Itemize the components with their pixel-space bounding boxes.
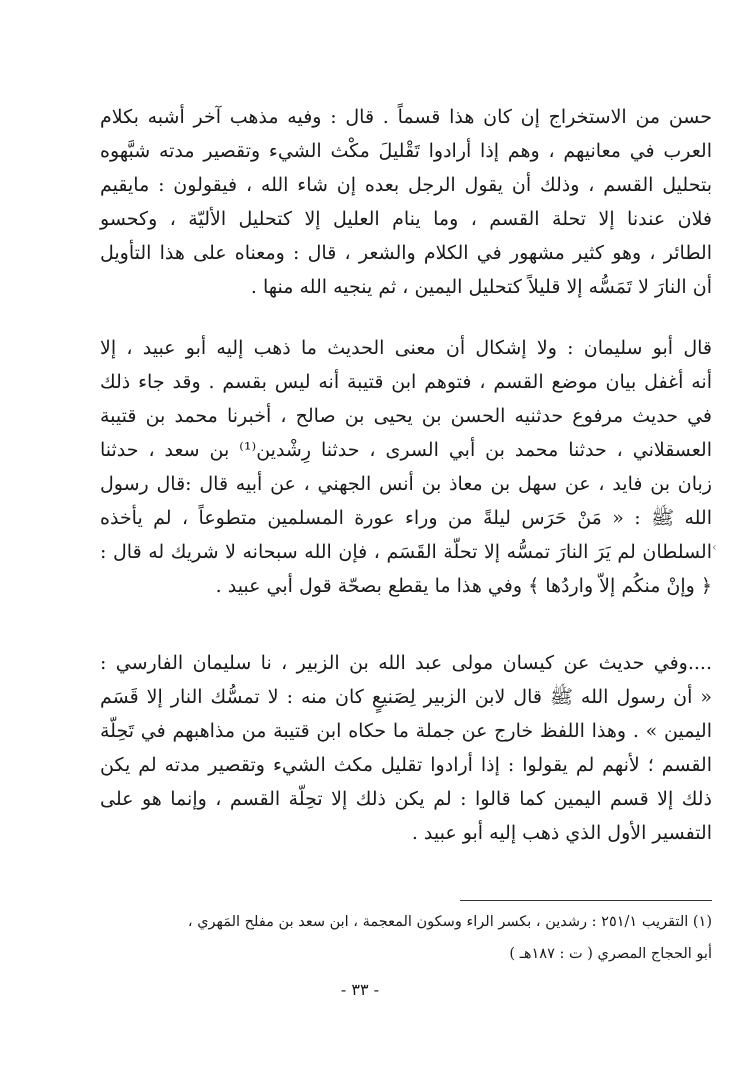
margin-mark: ‹ [712,540,717,554]
text-line: اليمين » . وهذا اللفظ خارج عن جملة ما حكاه ابن قتيبة من مذاهبهم في تَحِلّة [100,720,712,742]
text-line: في حديث مرفوع حدثنيه الحسن بن يحيى بن صالح ، أخبرنا محمد بن قتيبة [100,405,712,427]
footnote-line: (١) التقريب ٢٥١/١ : رشدين ، بكسر الراء وسكون المعجمة ، ابن سعد بن مفلح المَهري ، [187,914,712,930]
text-line: العسقلاني ، حدثنا محمد بن أبي السرى ، حدثنا رِشْدين⁽¹⁾ بن سعد ، حدثنا [100,439,712,461]
paragraph-3 [100,646,712,850]
text-line: حسن من الاستخراج إن كان هذا قسماً . قال : وفيه مذهب آخر أشبه بكلام [100,106,712,128]
text-line: فلان عندنا إلا تحلة القسم ، وما ينام العليل إلا كتحليل الأليّة ، وكحسو [100,208,712,230]
page-number: - ٣٣ - [340,980,380,999]
text-line: ذلك إلا قسم اليمين كما قالوا : لم يكن ذلك إلا تحِلّة القسم ، وإنما هو على [100,788,712,810]
text-line: الطائر ، وهو كثير مشهور في الكلام والشعر ، قال : ومعناه على هذا التأويل [100,242,712,264]
footnotes [180,906,712,970]
text-line: « أن رسول الله ﷺ قال لابن الزبير لِصَنيعٍ كان منه : لا تمسُّك النار إلا قَسَم [100,686,712,708]
text-line: أنه أغفل بيان موضع القسم ، فتوهم ابن قتيبة أنه ليس بقسم . وقد جاء ذلك [100,371,712,393]
text-line: العرب في معانيهم ، وهم إذا أرادوا تَقْليلَ مكْث الشيء وتقصير مدته شبَّهوه [100,140,712,162]
text-line: ....وفي حديث عن كيسان مولى عبد الله بن الزبير ، نا سليمان الفارسي : [100,652,712,674]
footnote-divider [460,900,712,901]
text-line: قال أبو سليمان : ولا إشكال أن معنى الحديث ما ذهب إليه أبو عبيد ، إلا [100,337,712,359]
text-line: القسم ؛ لأنهم لم يقولوا : إذا أرادوا تقليل مكث الشيء وتقصير مدته لم يكن [100,754,712,776]
text-line: زبان بن فايد ، عن سهل بن معاذ بن أنس الجهني ، عن أبيه قال :قال رسول [100,473,712,495]
text-line: ﴿ وإنْ منكُم إلاّ واردُها ﴾ وفي هذا ما يقطع بصحّة قول أبي عبيد . [215,575,712,597]
paragraph-2 [100,331,712,603]
text-line: الله ﷺ : « مَنْ حَرَس ليلةً من وراء عورة المسلمين متطوعاً ، لم يأخذه [100,507,712,529]
text-line: بتحليل القسم ، وذلك أن يقول الرجل بعده إن شاء الله ، فيقولون : مايقيم [100,174,712,196]
text-line: السلطان لم يَرَ النارَ تمسُّه إلا تحلّة القَسَم ، فإن الله سبحانه لا شريك له قال : [100,541,712,563]
text-line: أن النارَ لا تَمَسُّه إلا قليلاً كتحليل اليمين ، ثم ينجيه الله منها . [250,276,712,298]
text-line: التفسير الأول الذي ذهب إليه أبو عبيد . [411,822,712,844]
paragraph-1 [100,100,712,304]
footnote-line: أبو الحجاج المصري ( ت : ١٨٧هـ ) [509,946,712,962]
